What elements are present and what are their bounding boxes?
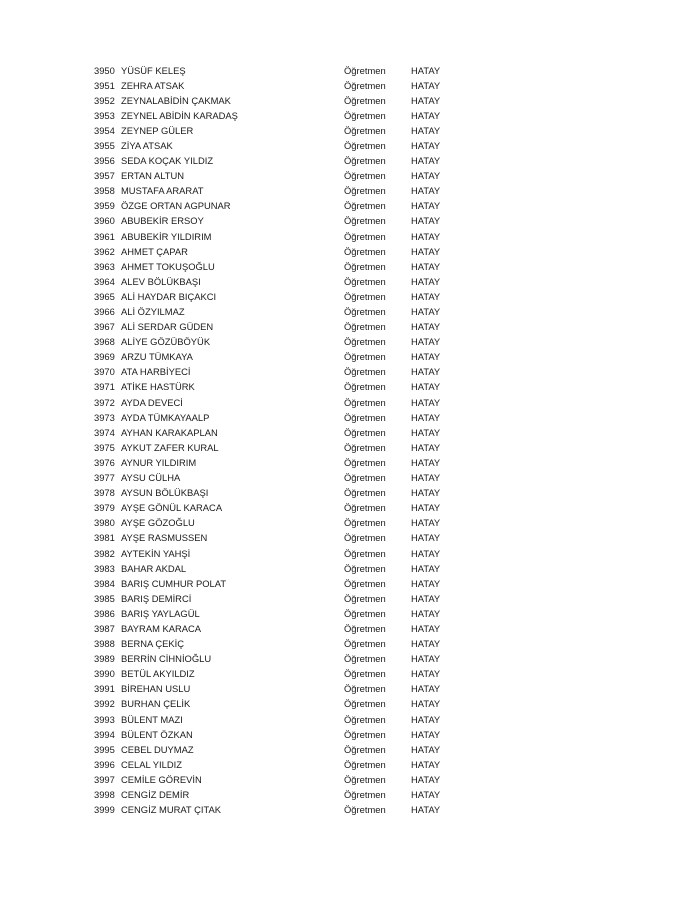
row-number: 3994 bbox=[94, 728, 115, 740]
person-name: ZEYNEL ABİDİN KARADAŞ bbox=[121, 109, 238, 121]
city-name: HATAY bbox=[411, 773, 441, 785]
job-title: Öğretmen bbox=[344, 758, 386, 770]
job-title: Öğretmen bbox=[344, 577, 386, 589]
list-row bbox=[94, 334, 454, 349]
row-number: 3967 bbox=[94, 321, 115, 333]
name-list bbox=[94, 63, 454, 818]
person-name: AYŞE RASMUSSEN bbox=[121, 532, 208, 544]
person-name: AYDA TÜMKAYAALP bbox=[121, 411, 210, 423]
person-name: AYHAN KARAKAPLAN bbox=[121, 426, 218, 438]
list-row bbox=[94, 576, 454, 591]
person-name: CENGİZ DEMİR bbox=[121, 789, 190, 800]
row-number: 3966 bbox=[94, 306, 115, 317]
row-number: 3998 bbox=[94, 789, 115, 800]
city-name: HATAY bbox=[411, 698, 441, 710]
city-name: HATAY bbox=[411, 321, 441, 333]
row-number: 3989 bbox=[94, 653, 115, 665]
job-title: Öğretmen bbox=[344, 321, 386, 333]
list-row bbox=[94, 606, 454, 621]
job-title: Öğretmen bbox=[344, 260, 386, 272]
row-number: 3951 bbox=[94, 79, 115, 91]
row-number: 3970 bbox=[94, 366, 115, 378]
city-name: HATAY bbox=[411, 275, 441, 287]
city-name: HATAY bbox=[411, 683, 441, 695]
list-row bbox=[94, 515, 454, 530]
row-number: 3977 bbox=[94, 472, 115, 484]
city-name: HATAY bbox=[411, 653, 441, 665]
row-number: 3993 bbox=[94, 713, 115, 725]
person-name: BARIŞ YAYLAGÜL bbox=[121, 607, 200, 619]
city-name: HATAY bbox=[411, 366, 441, 378]
list-row bbox=[94, 666, 454, 681]
job-title: Öğretmen bbox=[344, 487, 386, 499]
list-row bbox=[94, 787, 454, 802]
job-title: Öğretmen bbox=[344, 426, 386, 438]
list-row bbox=[94, 651, 454, 666]
city-name: HATAY bbox=[411, 547, 441, 559]
job-title: Öğretmen bbox=[344, 653, 386, 665]
city-name: HATAY bbox=[411, 607, 441, 619]
person-name: ERTAN ALTUN bbox=[121, 170, 185, 182]
person-name: ATİKE HASTÜRK bbox=[121, 381, 195, 393]
row-number: 3981 bbox=[94, 532, 115, 544]
city-name: HATAY bbox=[411, 592, 441, 604]
list-row bbox=[94, 319, 454, 334]
city-name: HATAY bbox=[411, 215, 441, 227]
job-title: Öğretmen bbox=[344, 713, 386, 725]
person-name: AYSUN BÖLÜKBAŞI bbox=[121, 487, 209, 499]
person-name: ZİYA ATSAK bbox=[121, 139, 173, 151]
row-number: 3984 bbox=[94, 577, 115, 589]
job-title: Öğretmen bbox=[344, 185, 386, 197]
list-row bbox=[94, 123, 454, 138]
list-row bbox=[94, 289, 454, 304]
person-name: AYSU CÜLHA bbox=[121, 472, 181, 484]
job-title: Öğretmen bbox=[344, 109, 386, 121]
job-title: Öğretmen bbox=[344, 668, 386, 680]
person-name: ZEYNEP GÜLER bbox=[121, 124, 194, 136]
person-name: BARIŞ CUMHUR POLAT bbox=[121, 577, 227, 589]
list-row bbox=[94, 63, 454, 78]
job-title: Öğretmen bbox=[344, 230, 386, 242]
job-title: Öğretmen bbox=[344, 290, 386, 302]
row-number: 3999 bbox=[94, 804, 115, 816]
list-row bbox=[94, 455, 454, 470]
person-name: AYNUR YILDIRIM bbox=[121, 456, 197, 468]
row-number: 3990 bbox=[94, 668, 115, 680]
city-name: HATAY bbox=[411, 411, 441, 423]
city-name: HATAY bbox=[411, 789, 441, 800]
list-row bbox=[94, 696, 454, 711]
list-row bbox=[94, 304, 454, 319]
person-name: BÜLENT ÖZKAN bbox=[121, 728, 193, 740]
row-number: 3962 bbox=[94, 245, 115, 257]
row-number: 3956 bbox=[94, 155, 115, 167]
person-name: ZEHRA ATSAK bbox=[121, 79, 185, 91]
row-number: 3968 bbox=[94, 336, 115, 348]
city-name: HATAY bbox=[411, 728, 441, 740]
job-title: Öğretmen bbox=[344, 472, 386, 484]
row-number: 3973 bbox=[94, 411, 115, 423]
job-title: Öğretmen bbox=[344, 773, 386, 785]
job-title: Öğretmen bbox=[344, 502, 386, 514]
person-name: BİREHAN USLU bbox=[121, 683, 191, 695]
city-name: HATAY bbox=[411, 336, 441, 348]
job-title: Öğretmen bbox=[344, 592, 386, 604]
city-name: HATAY bbox=[411, 185, 441, 197]
city-name: HATAY bbox=[411, 472, 441, 484]
person-name: ABUBEKİR ERSOY bbox=[121, 215, 204, 227]
job-title: Öğretmen bbox=[344, 638, 386, 650]
person-name: CELAL YILDIZ bbox=[121, 758, 182, 770]
list-row bbox=[94, 108, 454, 123]
list-row bbox=[94, 772, 454, 787]
row-number: 3969 bbox=[94, 351, 115, 363]
city-name: HATAY bbox=[411, 94, 441, 106]
row-number: 3960 bbox=[94, 215, 115, 227]
row-number: 3959 bbox=[94, 200, 115, 212]
person-name: BARIŞ DEMİRCİ bbox=[121, 592, 192, 604]
city-name: HATAY bbox=[411, 230, 441, 242]
job-title: Öğretmen bbox=[344, 683, 386, 695]
job-title: Öğretmen bbox=[344, 381, 386, 393]
job-title: Öğretmen bbox=[344, 622, 386, 634]
city-name: HATAY bbox=[411, 306, 441, 317]
list-row bbox=[94, 349, 454, 364]
row-number: 3992 bbox=[94, 698, 115, 710]
row-number: 3971 bbox=[94, 381, 115, 393]
city-name: HATAY bbox=[411, 441, 441, 453]
city-name: HATAY bbox=[411, 532, 441, 544]
list-row bbox=[94, 274, 454, 289]
list-row bbox=[94, 259, 454, 274]
list-row bbox=[94, 440, 454, 455]
city-name: HATAY bbox=[411, 622, 441, 634]
city-name: HATAY bbox=[411, 109, 441, 121]
job-title: Öğretmen bbox=[344, 94, 386, 106]
list-row bbox=[94, 546, 454, 561]
person-name: AHMET ÇAPAR bbox=[121, 245, 188, 257]
city-name: HATAY bbox=[411, 743, 441, 755]
city-name: HATAY bbox=[411, 668, 441, 680]
job-title: Öğretmen bbox=[344, 79, 386, 91]
list-row bbox=[94, 364, 454, 379]
person-name: CEMİLE GÖREVİN bbox=[121, 773, 202, 785]
person-name: BERRİN CİHNİOĞLU bbox=[121, 653, 212, 665]
job-title: Öğretmen bbox=[344, 728, 386, 740]
person-name: ATA HARBİYECİ bbox=[121, 366, 191, 378]
city-name: HATAY bbox=[411, 351, 441, 363]
list-row bbox=[94, 425, 454, 440]
person-name: ALİ SERDAR GÜDEN bbox=[121, 321, 214, 333]
job-title: Öğretmen bbox=[344, 139, 386, 151]
list-row bbox=[94, 379, 454, 394]
row-number: 3955 bbox=[94, 139, 115, 151]
person-name: ALİ ÖZYILMAZ bbox=[121, 306, 185, 317]
city-name: HATAY bbox=[411, 638, 441, 650]
row-number: 3980 bbox=[94, 517, 115, 529]
job-title: Öğretmen bbox=[344, 396, 386, 408]
job-title: Öğretmen bbox=[344, 366, 386, 378]
list-row bbox=[94, 153, 454, 168]
list-row bbox=[94, 213, 454, 228]
city-name: HATAY bbox=[411, 200, 441, 212]
row-number: 3987 bbox=[94, 622, 115, 634]
city-name: HATAY bbox=[411, 426, 441, 438]
list-row bbox=[94, 727, 454, 742]
row-number: 3975 bbox=[94, 441, 115, 453]
list-row bbox=[94, 244, 454, 259]
city-name: HATAY bbox=[411, 517, 441, 529]
list-row bbox=[94, 500, 454, 515]
job-title: Öğretmen bbox=[344, 411, 386, 423]
person-name: BERNA ÇEKİÇ bbox=[121, 638, 185, 650]
person-name: BAYRAM KARACA bbox=[121, 622, 202, 634]
row-number: 3978 bbox=[94, 487, 115, 499]
person-name: MUSTAFA ARARAT bbox=[121, 185, 204, 197]
row-number: 3950 bbox=[94, 64, 115, 76]
person-name: AYKUT ZAFER KURAL bbox=[121, 441, 219, 453]
job-title: Öğretmen bbox=[344, 607, 386, 619]
person-name: BURHAN ÇELİK bbox=[121, 698, 191, 710]
job-title: Öğretmen bbox=[344, 336, 386, 348]
list-row bbox=[94, 168, 454, 183]
list-row bbox=[94, 410, 454, 425]
job-title: Öğretmen bbox=[344, 275, 386, 287]
list-row bbox=[94, 470, 454, 485]
list-row bbox=[94, 621, 454, 636]
city-name: HATAY bbox=[411, 381, 441, 393]
row-number: 3985 bbox=[94, 592, 115, 604]
city-name: HATAY bbox=[411, 456, 441, 468]
row-number: 3976 bbox=[94, 456, 115, 468]
row-number: 3965 bbox=[94, 290, 115, 302]
city-name: HATAY bbox=[411, 245, 441, 257]
city-name: HATAY bbox=[411, 804, 441, 816]
list-row bbox=[94, 395, 454, 410]
job-title: Öğretmen bbox=[344, 789, 386, 800]
job-title: Öğretmen bbox=[344, 155, 386, 167]
list-row bbox=[94, 485, 454, 500]
job-title: Öğretmen bbox=[344, 698, 386, 710]
job-title: Öğretmen bbox=[344, 804, 386, 816]
person-name: AHMET TOKUŞOĞLU bbox=[121, 260, 215, 272]
person-name: BETÜL AKYILDIZ bbox=[121, 668, 195, 680]
row-number: 3957 bbox=[94, 170, 115, 182]
row-number: 3991 bbox=[94, 683, 115, 695]
row-number: 3961 bbox=[94, 230, 115, 242]
row-number: 3963 bbox=[94, 260, 115, 272]
list-row bbox=[94, 636, 454, 651]
person-name: AYTEKİN YAHŞİ bbox=[121, 547, 191, 559]
list-row bbox=[94, 229, 454, 244]
person-name: ALİ HAYDAR BIÇAKCI bbox=[121, 290, 217, 302]
city-name: HATAY bbox=[411, 155, 441, 167]
list-row bbox=[94, 530, 454, 545]
person-name: ARZU TÜMKAYA bbox=[121, 351, 193, 363]
person-name: CEBEL DUYMAZ bbox=[121, 743, 194, 755]
city-name: HATAY bbox=[411, 170, 441, 182]
list-row bbox=[94, 93, 454, 108]
row-number: 3974 bbox=[94, 426, 115, 438]
list-row bbox=[94, 757, 454, 772]
city-name: HATAY bbox=[411, 713, 441, 725]
job-title: Öğretmen bbox=[344, 215, 386, 227]
list-row bbox=[94, 78, 454, 93]
job-title: Öğretmen bbox=[344, 170, 386, 182]
job-title: Öğretmen bbox=[344, 200, 386, 212]
city-name: HATAY bbox=[411, 260, 441, 272]
city-name: HATAY bbox=[411, 502, 441, 514]
list-row bbox=[94, 561, 454, 576]
list-row bbox=[94, 138, 454, 153]
job-title: Öğretmen bbox=[344, 562, 386, 574]
job-title: Öğretmen bbox=[344, 532, 386, 544]
list-row bbox=[94, 591, 454, 606]
person-name: ALEV BÖLÜKBAŞI bbox=[121, 275, 201, 287]
job-title: Öğretmen bbox=[344, 124, 386, 136]
row-number: 3964 bbox=[94, 275, 115, 287]
city-name: HATAY bbox=[411, 64, 441, 76]
row-number: 3995 bbox=[94, 743, 115, 755]
row-number: 3958 bbox=[94, 185, 115, 197]
city-name: HATAY bbox=[411, 79, 441, 91]
job-title: Öğretmen bbox=[344, 547, 386, 559]
city-name: HATAY bbox=[411, 124, 441, 136]
list-row bbox=[94, 183, 454, 198]
person-name: ÖZGE ORTAN AGPUNAR bbox=[121, 200, 231, 212]
list-row bbox=[94, 198, 454, 213]
city-name: HATAY bbox=[411, 562, 441, 574]
list-row bbox=[94, 742, 454, 757]
city-name: HATAY bbox=[411, 758, 441, 770]
list-row bbox=[94, 802, 454, 817]
city-name: HATAY bbox=[411, 290, 441, 302]
row-number: 3997 bbox=[94, 773, 115, 785]
job-title: Öğretmen bbox=[344, 456, 386, 468]
person-name: CENGİZ MURAT ÇITAK bbox=[121, 804, 222, 816]
row-number: 3996 bbox=[94, 758, 115, 770]
row-number: 3953 bbox=[94, 109, 115, 121]
list-row bbox=[94, 681, 454, 696]
row-number: 3982 bbox=[94, 547, 115, 559]
row-number: 3986 bbox=[94, 607, 115, 619]
row-number: 3952 bbox=[94, 94, 115, 106]
person-name: BÜLENT MAZI bbox=[121, 713, 183, 725]
person-name: AYŞE GÖZOĞLU bbox=[121, 517, 195, 529]
job-title: Öğretmen bbox=[344, 351, 386, 363]
person-name: AYŞE GÖNÜL KARACA bbox=[121, 502, 223, 514]
city-name: HATAY bbox=[411, 487, 441, 499]
person-name: SEDA KOÇAK YILDIZ bbox=[121, 155, 214, 167]
row-number: 3972 bbox=[94, 396, 115, 408]
person-name: YÜSÜF KELEŞ bbox=[121, 64, 186, 76]
job-title: Öğretmen bbox=[344, 245, 386, 257]
job-title: Öğretmen bbox=[344, 64, 386, 76]
city-name: HATAY bbox=[411, 577, 441, 589]
person-name: AYDA DEVECİ bbox=[121, 396, 183, 408]
person-name: BAHAR AKDAL bbox=[121, 562, 187, 574]
job-title: Öğretmen bbox=[344, 306, 386, 317]
city-name: HATAY bbox=[411, 396, 441, 408]
job-title: Öğretmen bbox=[344, 441, 386, 453]
row-number: 3988 bbox=[94, 638, 115, 650]
city-name: HATAY bbox=[411, 139, 441, 151]
person-name: ALİYE GÖZÜBÖYÜK bbox=[121, 336, 211, 348]
job-title: Öğretmen bbox=[344, 743, 386, 755]
row-number: 3979 bbox=[94, 502, 115, 514]
list-row bbox=[94, 712, 454, 727]
person-name: ABUBEKİR YILDIRIM bbox=[121, 230, 212, 242]
row-number: 3983 bbox=[94, 562, 115, 574]
job-title: Öğretmen bbox=[344, 517, 386, 529]
row-number: 3954 bbox=[94, 124, 115, 136]
person-name: ZEYNALABİDİN ÇAKMAK bbox=[121, 94, 231, 106]
